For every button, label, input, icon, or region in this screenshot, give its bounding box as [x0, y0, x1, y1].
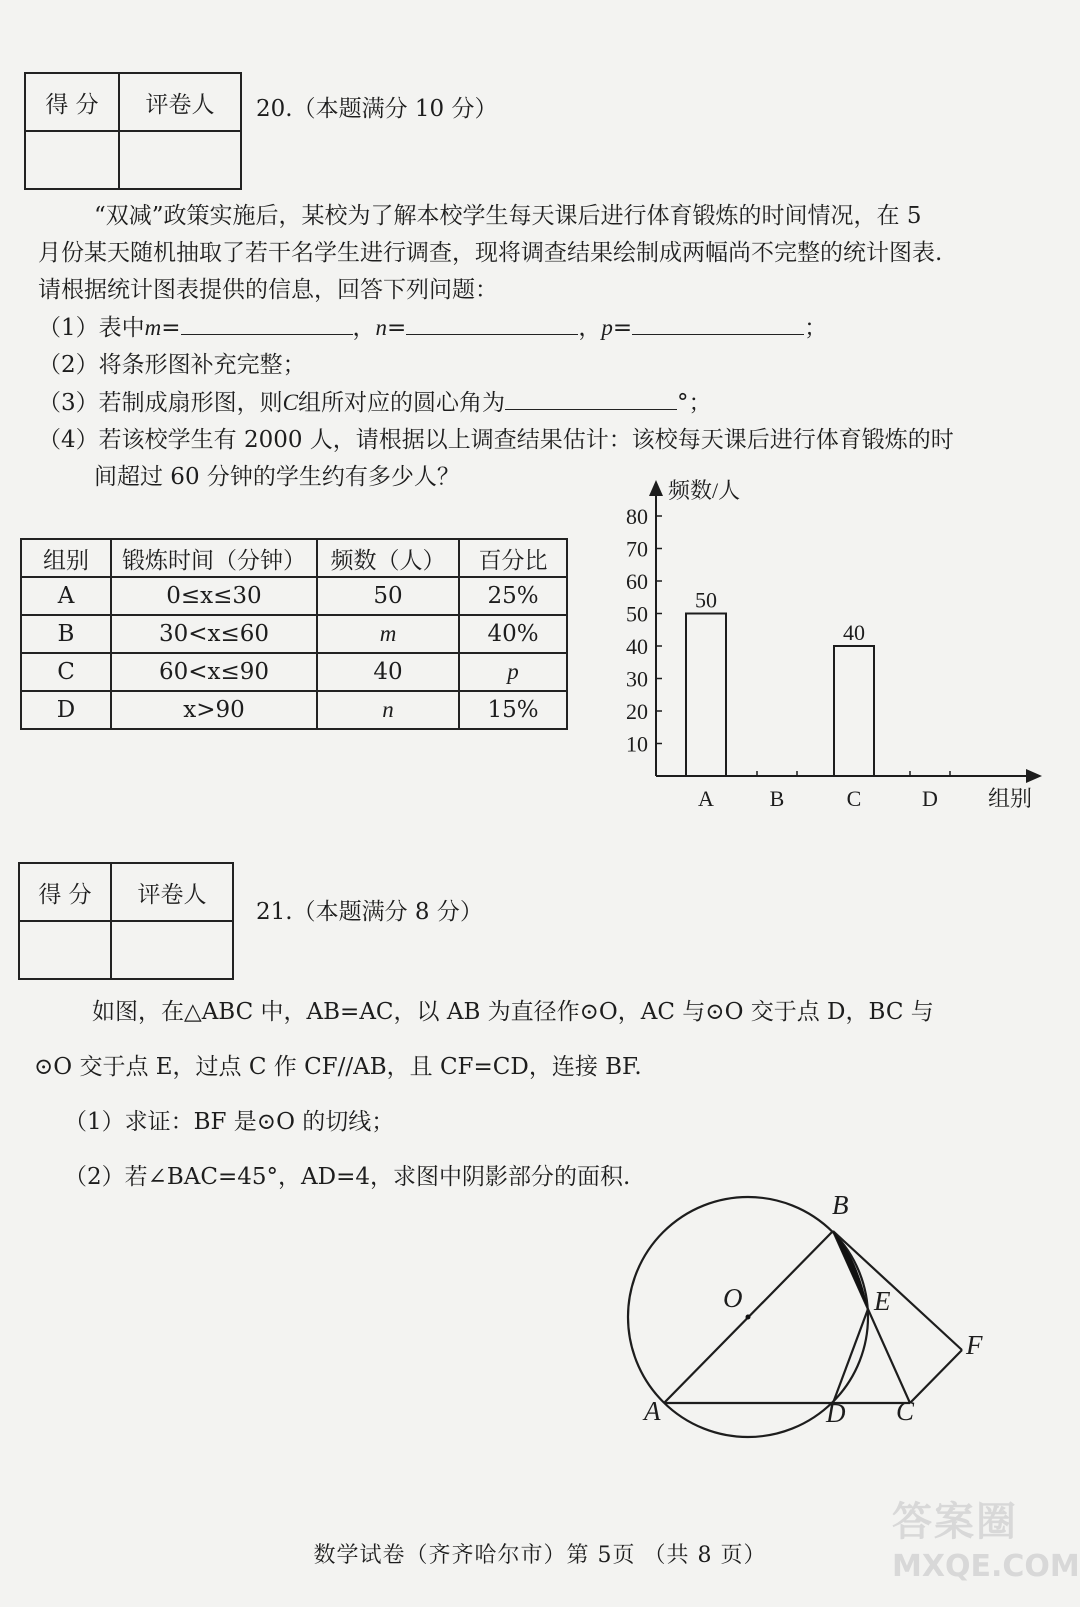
watermark-logo: 答案圈 MXQE.COM	[892, 1499, 1080, 1584]
y-tick-label: 40	[626, 634, 648, 659]
sub-question-1	[38, 309, 954, 347]
y-axis-label: 频数/人	[668, 478, 741, 503]
grader-cell[interactable]	[119, 131, 241, 189]
table-cell: m	[317, 615, 459, 653]
frequency-table	[20, 538, 568, 730]
table-cell: B	[21, 615, 111, 653]
score-cell[interactable]	[19, 921, 111, 979]
grader-label: 评卷人	[119, 73, 241, 131]
table-header: 组别	[21, 539, 111, 577]
table-cell: 25%	[459, 577, 567, 615]
y-tick-label: 10	[626, 731, 648, 757]
comma: ，	[352, 315, 376, 341]
table-cell: 50	[317, 577, 459, 615]
table-cell: n	[317, 691, 459, 729]
table-header-row	[21, 539, 567, 577]
y-tick-label: 60	[626, 569, 648, 594]
table-cell: C	[21, 653, 111, 691]
table-cell: 30<x≤60	[111, 615, 317, 653]
sub-question-4-line-1: （4）若该校学生有 2000 人，请根据以上调查结果估计：该校每天课后进行体育锻炼的时	[38, 427, 954, 453]
label-O: O	[723, 1283, 743, 1313]
var-n: n	[375, 315, 388, 340]
score-box-21	[18, 862, 234, 980]
q1-prefix: （1）表中	[38, 315, 145, 341]
score-label: 得 分	[25, 73, 119, 131]
bar-C	[834, 646, 874, 776]
page-footer: 数学试卷（齐齐哈尔市）第 5页 （共 8 页）	[313, 1543, 767, 1568]
y-tick-label: 20	[626, 699, 648, 724]
shaded-region	[833, 1231, 868, 1309]
table-cell: D	[21, 691, 111, 729]
answer-blank-angle[interactable]	[505, 387, 677, 410]
grader-cell[interactable]	[111, 921, 233, 979]
table-cell: 60<x≤90	[111, 653, 317, 691]
label-E: E	[874, 1286, 891, 1316]
data-label-A: 50	[695, 587, 717, 613]
sub-question-3	[38, 384, 954, 422]
grader-label: 评卷人	[111, 863, 233, 921]
label-C: C	[896, 1396, 915, 1426]
question-21-header: 21.（本题满分 8 分）	[256, 899, 483, 925]
geometry-figure	[620, 1190, 1020, 1470]
sub-question-2: （2）将条形图补充完整；	[38, 352, 306, 378]
bar-chart	[600, 470, 1060, 840]
table-cell: x>90	[111, 691, 317, 729]
x-tick-label: D	[922, 786, 938, 811]
var-m: m	[144, 315, 162, 340]
y-tick-label: 70	[626, 536, 648, 562]
y-tick-label: 30	[626, 666, 648, 692]
table-cell: 0≤x≤30	[111, 577, 317, 615]
question-20-body	[38, 198, 954, 496]
score-box-20	[24, 72, 242, 190]
answer-blank-m[interactable]	[181, 312, 353, 335]
table-cell: A	[21, 577, 111, 615]
eq-sign: =	[387, 315, 407, 341]
sub-question-4-line-2: 间超过 60 分钟的学生约有多少人？	[94, 464, 460, 490]
x-tick-label: C	[846, 786, 862, 811]
label-F: F	[966, 1330, 983, 1360]
question-20-header: 20.（本题满分 10 分）	[256, 96, 498, 122]
question-21-body	[34, 985, 934, 1205]
table-cell: 40	[317, 653, 459, 691]
table-row	[21, 691, 567, 729]
intro-line-3: 请根据统计图表提供的信息，回答下列问题：	[38, 277, 498, 303]
score-cell[interactable]	[25, 131, 119, 189]
segment-ED	[833, 1309, 868, 1403]
var-p: p	[601, 315, 613, 340]
label-A: A	[644, 1396, 661, 1426]
x-axis-label: 组别	[988, 786, 1033, 811]
table-row	[21, 615, 567, 653]
q21-line-2: ⊙O 交于点 E，过点 C 作 CF//AB，且 CF=CD，连接 BF.	[34, 1054, 642, 1080]
y-tick-label: 50	[626, 601, 648, 627]
q3-mid: 组所对应的圆心角为	[297, 390, 505, 416]
intro-line-1: “双减”政策实施后，某校为了解本校学生每天课后进行体育锻炼的时间情况，在 5	[94, 203, 922, 229]
y-axis-arrow	[649, 480, 663, 496]
answer-blank-p[interactable]	[632, 312, 804, 335]
segment-BF	[833, 1231, 962, 1350]
var-C: C	[282, 390, 298, 415]
data-label-C: 40	[843, 620, 865, 645]
center-point-O	[746, 1315, 751, 1320]
q21-sub-2: （2）若∠BAC=45°，AD=4，求图中阴影部分的面积.	[64, 1164, 631, 1190]
intro-line-2: 月份某天随机抽取了若干名学生进行调查，现将调查结果绘制成两幅尚不完整的统计图表.	[38, 240, 943, 266]
q3-prefix: （3）若制成扇形图，则	[38, 390, 283, 416]
x-axis-arrow	[1026, 769, 1042, 783]
y-tick-label: 80	[626, 504, 648, 529]
comma: ，	[578, 315, 602, 341]
table-row	[21, 577, 567, 615]
table-header: 锻炼时间（分钟）	[111, 539, 317, 577]
table-cell: 15%	[459, 691, 567, 729]
table-cell: p	[459, 653, 567, 691]
label-D: D	[826, 1398, 846, 1428]
answer-blank-n[interactable]	[406, 312, 578, 335]
label-B: B	[832, 1190, 849, 1220]
table-header: 百分比	[459, 539, 567, 577]
segment-CF	[910, 1350, 962, 1403]
score-label: 得 分	[19, 863, 111, 921]
eq-sign: =	[161, 315, 181, 341]
q3-end: °；	[676, 390, 712, 416]
semicolon: ；	[804, 315, 828, 341]
q21-line-1: 如图，在△ABC 中，AB=AC，以 AB 为直径作⊙O，AC 与⊙O 交于点 D，BC 与	[92, 999, 934, 1025]
table-cell: 40%	[459, 615, 567, 653]
table-row	[21, 653, 567, 691]
table-header: 频数（人）	[317, 539, 459, 577]
bar-A	[686, 614, 726, 777]
q21-sub-1: （1）求证：BF 是⊙O 的切线；	[64, 1109, 395, 1135]
eq-sign: =	[612, 315, 633, 341]
x-tick-label: A	[698, 786, 714, 811]
x-tick-label: B	[769, 786, 785, 811]
